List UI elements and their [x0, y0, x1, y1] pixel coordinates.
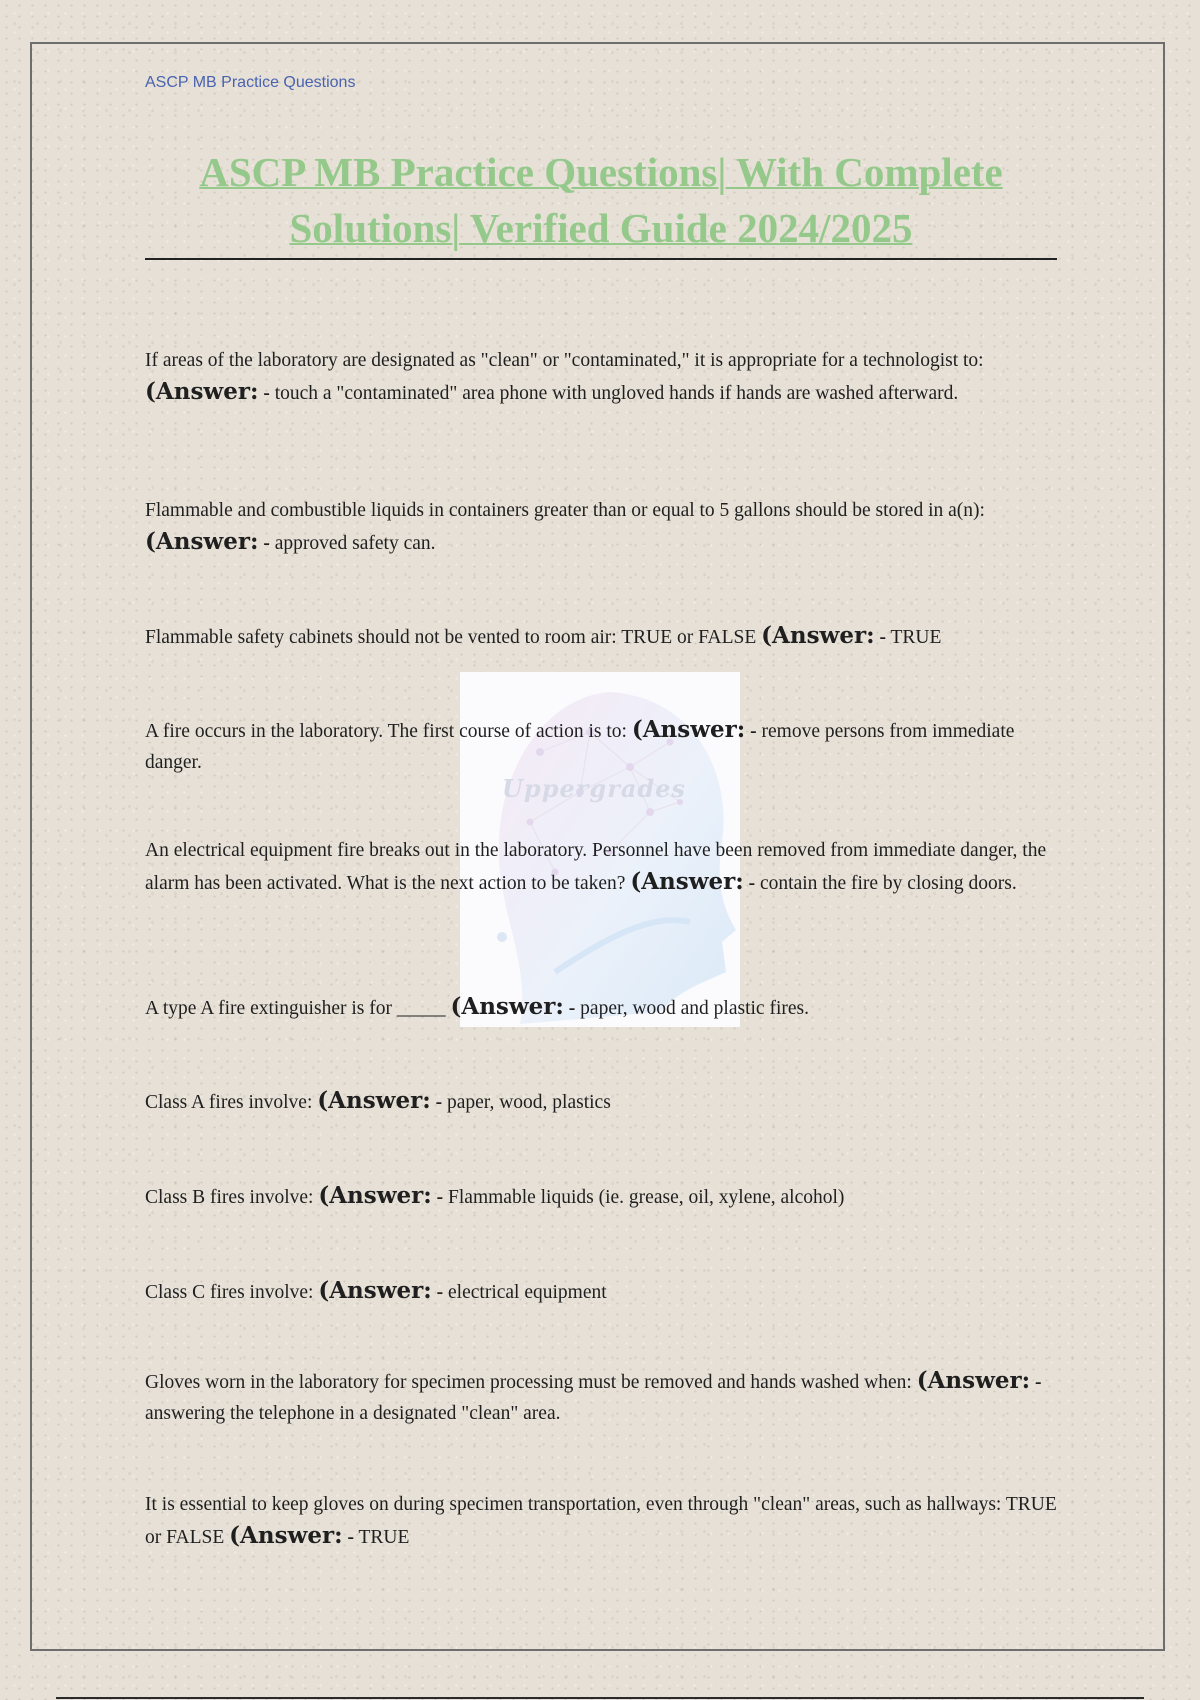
answer-label: (Answer:	[630, 868, 744, 895]
answer-label: (Answer:	[317, 1087, 431, 1114]
answer-label: (Answer:	[229, 1522, 343, 1549]
answer-label: (Answer:	[318, 1277, 432, 1304]
answer-dash: -	[435, 1092, 443, 1113]
question-text: It is essential to keep gloves on during specimen transportation, even through "clean" areas, such as hallways: TRUE or FALSE	[145, 1494, 1057, 1548]
question-item	[145, 1275, 1065, 1308]
answer-text: touch a "contaminated" area phone with ungloved hands if hands are washed afterward.	[274, 383, 959, 404]
answer-text: remove persons from immediate danger.	[145, 721, 1015, 773]
answer-dash: -	[568, 998, 576, 1019]
footer-rule	[56, 1697, 1144, 1699]
question-item	[145, 1489, 1065, 1553]
answer-text: Flammable liquids (ie. grease, oil, xylene, alcohol)	[448, 1187, 845, 1208]
answer-label: (Answer:	[450, 993, 564, 1020]
question-item	[145, 345, 1065, 409]
answer-label: (Answer:	[916, 1367, 1031, 1394]
answer-dash: -	[263, 533, 270, 554]
question-item	[145, 835, 1065, 899]
question-item	[145, 495, 1065, 559]
answer-text: electrical equipment	[448, 1282, 607, 1303]
answer-text: paper, wood and plastic fires.	[580, 998, 809, 1019]
document-title	[145, 144, 1057, 256]
title-line-1: ASCP MB Practice Questions| With Complete	[199, 149, 1003, 195]
question-text: Class B fires involve:	[145, 1187, 314, 1208]
answer-text: contain the fire by closing doors.	[760, 873, 1017, 894]
answer-dash: -	[347, 1527, 354, 1548]
answer-text: answering the telephone in a designated "clean" area.	[145, 1403, 561, 1424]
answer-dash: -	[750, 721, 757, 742]
question-text: Flammable and combustible liquids in containers greater than or equal to 5 gallons should be stored in a(n):	[145, 500, 985, 521]
question-item	[145, 714, 1065, 778]
question-text: Class C fires involve:	[145, 1282, 314, 1303]
title-line-2: Solutions| Verified Guide 2024/2025	[289, 205, 913, 251]
question-item	[145, 991, 1065, 1024]
question-text: If areas of the laboratory are designated as "clean" or "contaminated," it is appropriate for a technologist to:	[145, 350, 984, 371]
answer-dash: -	[263, 383, 270, 404]
answer-text: approved safety can.	[274, 533, 436, 554]
watermark-text: Uppergrades	[502, 774, 686, 803]
question-item	[145, 1180, 1065, 1213]
answer-dash: -	[879, 627, 886, 648]
running-header: ASCP MB Practice Questions	[145, 74, 356, 91]
answer-label: (Answer:	[318, 1182, 432, 1209]
question-item	[145, 620, 1065, 653]
answer-dash: -	[1035, 1372, 1042, 1393]
question-text: A type A fire extinguisher is for _____	[145, 998, 446, 1019]
question-text: Class A fires involve:	[145, 1092, 313, 1113]
question-text: Flammable safety cabinets should not be vented to room air: TRUE or FALSE	[145, 627, 757, 648]
question-item	[145, 1085, 1065, 1118]
question-item	[145, 1365, 1065, 1429]
title-rule	[145, 258, 1057, 260]
answer-dash: -	[748, 873, 756, 894]
question-text: An electrical equipment fire breaks out in the laboratory. Personnel have been removed from immediate danger, the alarm has been activated. What is the next action to be taken?	[145, 840, 1047, 894]
answer-label: (Answer:	[145, 528, 259, 555]
answer-text: TRUE	[890, 627, 942, 648]
question-text: Gloves worn in the laboratory for specimen processing must be removed and hands washed when:	[145, 1372, 912, 1393]
answer-dash: -	[436, 1187, 444, 1208]
answer-dash: -	[436, 1282, 444, 1303]
answer-label: (Answer:	[631, 716, 746, 743]
answer-text: paper, wood, plastics	[446, 1092, 611, 1113]
answer-label: (Answer:	[145, 378, 259, 405]
answer-text: TRUE	[358, 1527, 410, 1548]
question-text: A fire occurs in the laboratory. The first course of action is to:	[145, 721, 627, 742]
answer-label: (Answer:	[761, 622, 875, 649]
